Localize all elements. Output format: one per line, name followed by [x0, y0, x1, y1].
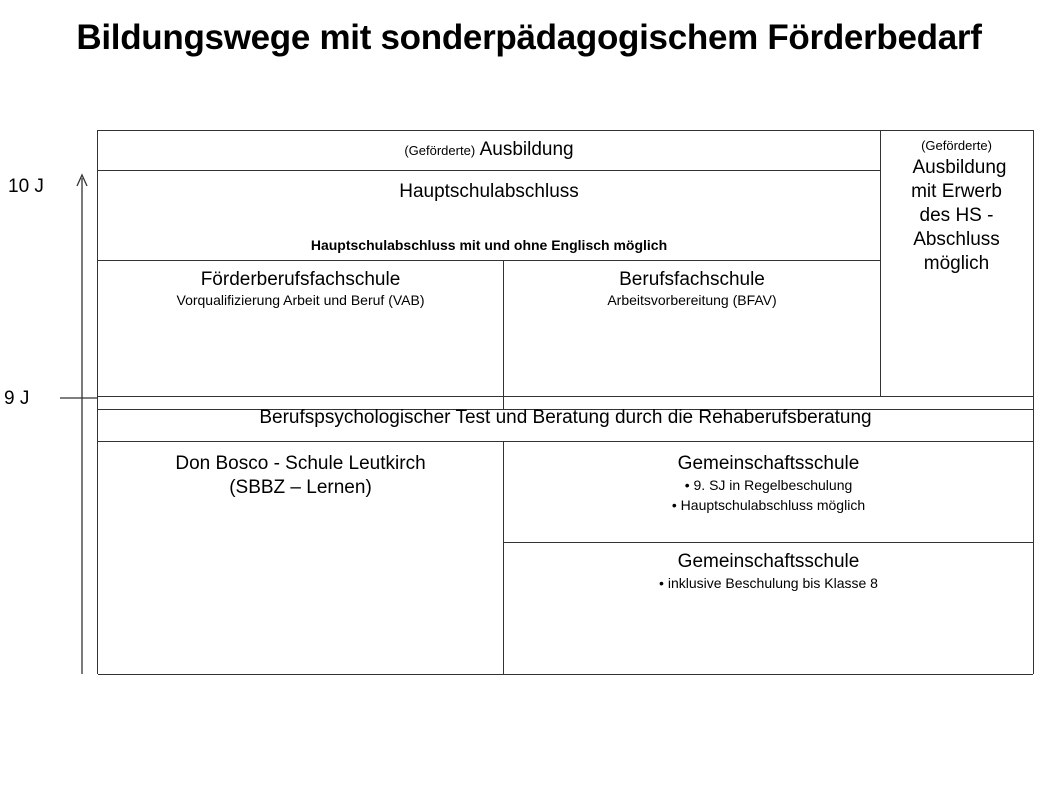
gms1-bullet-2-text: Hauptschulabschluss möglich	[680, 497, 866, 513]
side-line-2: mit Erwerb	[911, 181, 1002, 202]
ausbildung-label: Ausbildung	[479, 139, 574, 160]
cell-ausbildung	[98, 138, 880, 161]
cell-berufsfachschule	[504, 268, 880, 309]
test-row: Berufspsychologischer Test und Beratung durch die Rehaberufsberatung	[259, 407, 872, 428]
cell-donbosco	[98, 452, 503, 500]
gms1-title: Gemeinschaftsschule	[677, 453, 860, 474]
berufsfachschule-title: Berufsfachschule	[619, 269, 765, 290]
gms2-title: Gemeinschaftsschule	[677, 551, 860, 572]
gms2-bullet-1: • inklusive Beschulung bis Klasse 8	[659, 575, 878, 591]
foerderberufsfachschule-title: Förderberufsfachschule	[200, 269, 401, 290]
hauptschul-title: Hauptschulabschluss	[399, 181, 579, 202]
side-line-4: Abschluss	[913, 229, 1000, 250]
cell-gms1	[504, 452, 1033, 515]
cell-foerderberufsfachschule	[98, 268, 503, 309]
page-title: Bildungswege mit sonderpädagogischem Förderbedarf	[76, 18, 982, 57]
side-prefix: (Geförderte)	[921, 138, 992, 153]
cell-gms2	[504, 550, 1033, 593]
side-line-1: Ausbildung	[912, 157, 1007, 178]
hauptschul-note: Hauptschulabschluss mit und ohne Englisch möglich	[310, 237, 668, 253]
side-line-3: des HS -	[919, 205, 994, 226]
gms1-bullet-1-text: 9. SJ in Regelbeschulung	[693, 477, 853, 493]
ausbildung-prefix: (Geförderte)	[404, 143, 476, 158]
side-line-5: möglich	[923, 253, 990, 274]
year-label-10: 10 J	[8, 176, 44, 197]
foerderberufsfachschule-subtitle: Vorqualifizierung Arbeit und Beruf (VAB)	[176, 292, 425, 308]
gms2-bullet-1-text: inklusive Beschulung bis Klasse 8	[667, 575, 878, 591]
donbosco-line2: (SBBZ – Lernen)	[229, 477, 372, 498]
cell-ausbildung-side	[880, 136, 1033, 276]
donbosco-line1: Don Bosco - Schule Leutkirch	[175, 453, 426, 474]
gms1-bullet-2: • Hauptschulabschluss möglich	[671, 497, 866, 513]
berufsfachschule-subtitle: Arbeitsvorbereitung (BFAV)	[607, 292, 777, 308]
gms1-bullet-1: • 9. SJ in Regelbeschulung	[684, 477, 853, 493]
year-label-9: 9 J	[4, 388, 30, 409]
